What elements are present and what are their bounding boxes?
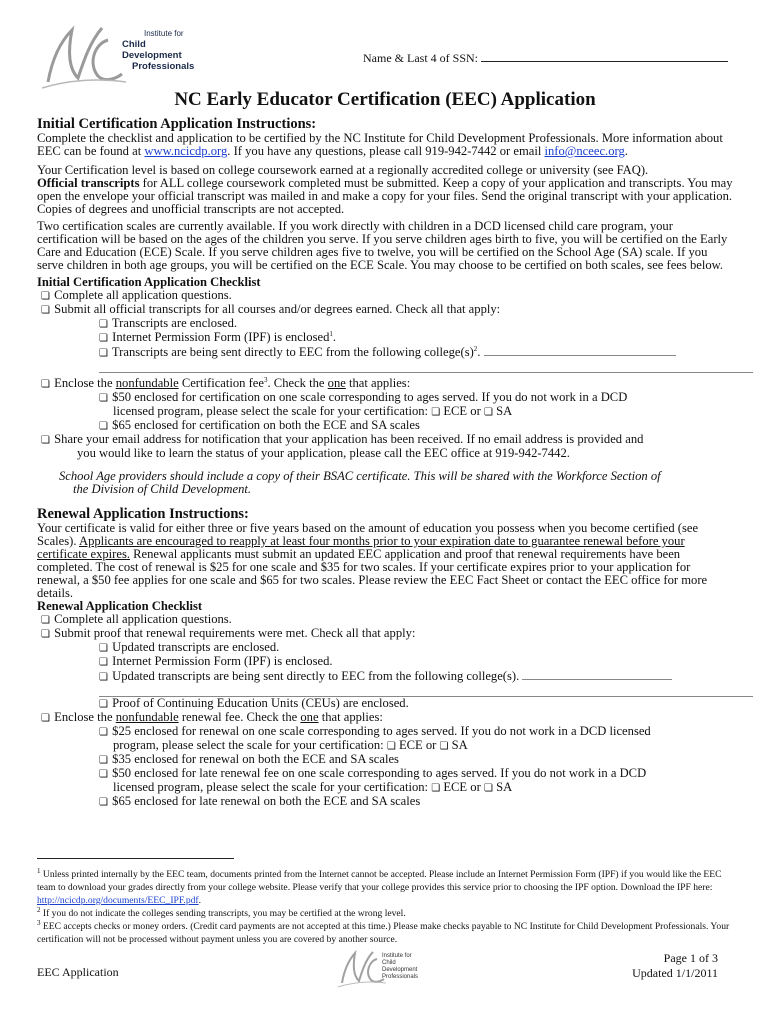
checkbox-icon[interactable]: ❏ <box>41 629 50 640</box>
checkbox-icon[interactable]: ❏ <box>99 643 108 654</box>
checkbox-icon[interactable]: ❏ <box>99 393 108 404</box>
footer-page-info <box>600 951 718 981</box>
checklist-subitem[interactable]: ❏ Internet Permission Form (IPF) is enclosed$^1$. <box>99 329 337 344</box>
checklist-subitem[interactable]: ❏ Transcripts are enclosed. <box>99 316 238 330</box>
bsac-note: School Age providers should include a copy of their BSAC certificate. This will be shared with the Workforce Section of the Division of Child Development. <box>59 469 661 496</box>
footer-logo-line-2: Child Development <box>382 960 418 973</box>
renewal-paragraph: Your certificate is valid for either three or five years based on the amount of education you possess when you become certified (see Scales). Applicants are encouraged to reapply at least four months prior to your expiration date to guarantee renewal before your certificate expires. Renewal applicants must submit an updated EEC application and proof that renewal requirements have been completed. The cost of renewal is $25 for one scale and $35 for two scales. If your certificate expires prior to your application for renewal, a $50 fee applies for one scale and $65 for two scales. Please review the EEC Fact Sheet or contact the EEC office for more details. <box>37 521 708 600</box>
checklist-subitem[interactable]: ❏ $35 enclosed for renewal on both the ECE and SA scales <box>99 752 399 766</box>
checkbox-icon[interactable]: ❏ <box>483 783 493 794</box>
college-blank[interactable] <box>484 345 676 356</box>
checkbox-icon[interactable]: ❏ <box>99 657 108 668</box>
ncicdp-link[interactable]: www.ncicdp.org <box>144 144 228 158</box>
checkbox-icon[interactable]: ❏ <box>99 797 108 808</box>
initial-paragraph-2: Your Certification level is based on college coursework earned at a regionally accredited college or university (see FAQ). Official transcripts for ALL college coursework completed must be submitted. Keep a copy of your application and transcripts. You may open the envelope your official transcript was mailed in and make a copy for your files. Send the original transcript with your application. Copies of degrees and unofficial transcripts are not accepted. <box>37 163 733 216</box>
nc-logo-mark-icon <box>336 947 386 989</box>
checkbox-icon[interactable]: ❏ <box>41 379 50 390</box>
footer-logo-line-3: Professionals <box>382 974 419 980</box>
checkbox-icon[interactable]: ❏ <box>99 348 108 359</box>
checklist-subitem[interactable]: ❏ Updated transcripts are being sent directly to EEC from the following college(s). <box>37 669 733 684</box>
main-content <box>37 116 733 809</box>
initial-paragraph-3: Two certification scales are currently available. If you work directly with children in a DCD licensed child care program, your certification will be based on the ages of the children you serve. If you serve children ages birth to five, you will be certified on the Early Care and Education (ECE) Scale. If you serve children ages five to twelve, you will be certified on the School Age (SA) scale. If you serve children in both age groups, you will be certified on the ECE Scale. You may choose to be certified on both scales, see fees below. <box>37 219 728 272</box>
checkbox-icon[interactable]: ❏ <box>41 713 50 724</box>
email-link[interactable]: info@nceec.org <box>544 144 625 158</box>
footnote-3: $^3$ EEC accepts checks or money orders. (Credit card payments are not accepted at this time.) Please make checks payable to NC Institute for Child Development Professionals. Your certification will not be processed without payment unless you are covered by another source. <box>37 918 730 945</box>
updated-date: Updated 1/1/2011 <box>632 966 718 980</box>
renewal-heading: Renewal Application Instructions: <box>37 506 249 522</box>
checkbox-icon[interactable]: ❏ <box>41 305 50 316</box>
checklist-subitem[interactable]: ❏ Internet Permission Form (IPF) is enclosed. <box>99 654 333 668</box>
checkbox-icon[interactable]: ❏ <box>99 769 108 780</box>
footnote-1: $^1$ Unless printed internally by the EEC team, documents printed from the Internet cannot be accepted. Please include an Internet Permission Form (IPF) if you would like the EEC team to download your grades directly from your college website. Please verify that your college provides this service prior to choosing the IPF option. Download the IPF here: http://ncicdp.org/documents/EEC_IPF.pdf. <box>37 866 722 906</box>
logo-line-1: Institute for <box>144 29 184 38</box>
checklist-item[interactable]: ❏ Submit all official transcripts for all courses and/or degrees earned. Check all that apply: <box>41 302 501 316</box>
checklist-item[interactable]: ❏ Submit proof that renewal requirements were met. Check all that apply: <box>41 626 416 640</box>
checklist-item[interactable]: ❏ Share your email address for notification that your application has been received. If no email address is provided and you would like to learn the status of your application, please call the EEC office at 919-942-7442. <box>41 432 644 460</box>
checklist-item[interactable]: ❏ Complete all application questions. <box>41 288 232 302</box>
renewal-checklist-heading: Renewal Application Checklist <box>37 599 203 613</box>
page-title: NC Early Educator Certification (EEC) Application <box>174 89 596 110</box>
checkbox-icon[interactable]: ❏ <box>41 615 50 626</box>
checklist-subitem[interactable]: ❏ $65 enclosed for certification on both the ECE and SA scales <box>99 418 420 432</box>
checklist-item[interactable]: ❏ Complete all application questions. <box>41 612 232 626</box>
footer-logo <box>336 947 426 989</box>
checkbox-icon[interactable]: ❏ <box>483 407 493 418</box>
college-blank[interactable] <box>522 669 672 680</box>
checkbox-icon[interactable]: ❏ <box>99 727 108 738</box>
checklist-subitem[interactable]: ❏ $50 enclosed for certification on one scale corresponding to ages served. If you do not work in a DCD licensed program, please select the scale for your certification: ❏ ECE or ❏ SA <box>99 390 628 418</box>
footnote-2: $^2$ If you do not indicate the colleges sending transcripts, you may be certified at the wrong level. <box>37 905 406 919</box>
logo-line-2: Child Development <box>122 39 182 61</box>
checklist-subitem[interactable]: ❏ $25 enclosed for renewal on one scale corresponding to ages served. If you do not work in a DCD licensed program, please select the scale for your certification: ❏ ECE or ❏ SA <box>99 724 651 752</box>
checkbox-icon[interactable]: ❏ <box>439 741 449 752</box>
checklist-subitem[interactable]: ❏ Transcripts are being sent directly to EEC from the following $college(s)^2$. <box>37 345 733 360</box>
checklist-item[interactable]: ❏ Enclose the nonfundable Certification fee$^3$. Check the one that applies: <box>41 375 411 390</box>
checkbox-icon[interactable]: ❏ <box>99 421 108 432</box>
checkbox-icon[interactable]: ❏ <box>41 291 50 302</box>
checklist-subitem[interactable]: ❏ Proof of Continuing Education Units (CEUs) are enclosed. <box>99 696 409 710</box>
checkbox-icon[interactable]: ❏ <box>41 435 50 446</box>
nc-logo-mark-icon <box>38 20 128 92</box>
ipf-link[interactable]: http://ncicdp.org/documents/EEC_IPF.pdf <box>37 895 199 906</box>
ncicdp-logo <box>38 20 195 92</box>
checkbox-icon[interactable]: ❏ <box>99 672 108 683</box>
checklist-subitem[interactable]: ❏ Updated transcripts are enclosed. <box>99 640 280 654</box>
checkbox-icon[interactable]: ❏ <box>431 783 441 794</box>
footer-doc-name: EEC Application <box>37 965 119 979</box>
checkbox-icon[interactable]: ❏ <box>99 699 108 710</box>
footnote-divider <box>37 858 234 859</box>
initial-heading: Initial Certification Application Instructions: <box>37 116 317 132</box>
checkbox-icon[interactable]: ❏ <box>386 741 396 752</box>
checkbox-icon[interactable]: ❏ <box>99 755 108 766</box>
checklist-subitem[interactable]: ❏ $50 enclosed for late renewal fee on one scale corresponding to ages served. If you do not work in a DCD licensed program, please select the scale for your certification: ❏ ECE or ❏ SA <box>99 766 647 794</box>
checklist-subitem[interactable]: ❏ $65 enclosed for late renewal on both the ECE and SA scales <box>99 794 421 808</box>
name-ssn-field[interactable] <box>363 50 728 66</box>
footer-logo-line-1: Institute for <box>382 953 412 959</box>
initial-checklist-heading: Initial Certification Application Checklist <box>37 275 261 289</box>
logo-line-3: Professionals <box>132 61 195 72</box>
page-number: Page 1 of 3 <box>663 951 718 965</box>
checkbox-icon[interactable]: ❏ <box>431 407 441 418</box>
checkbox-icon[interactable]: ❏ <box>99 333 108 344</box>
checkbox-icon[interactable]: ❏ <box>99 319 108 330</box>
college-blank-line[interactable] <box>99 360 753 373</box>
checklist-item[interactable]: ❏ Enclose the nonfundable renewal fee. Check the one that applies: <box>41 710 383 724</box>
name-ssn-label: Name & Last 4 of SSN: <box>363 51 478 65</box>
footnotes <box>37 868 737 946</box>
initial-paragraph-1: Complete the checklist and application to be certified by the NC Institute for Child Development Professionals. More information about EEC can be found at www.ncicdp.org. If you have any questions, please call 919-942-7442 or email info@nceec.org. <box>37 131 723 158</box>
name-ssn-blank[interactable] <box>481 50 728 62</box>
